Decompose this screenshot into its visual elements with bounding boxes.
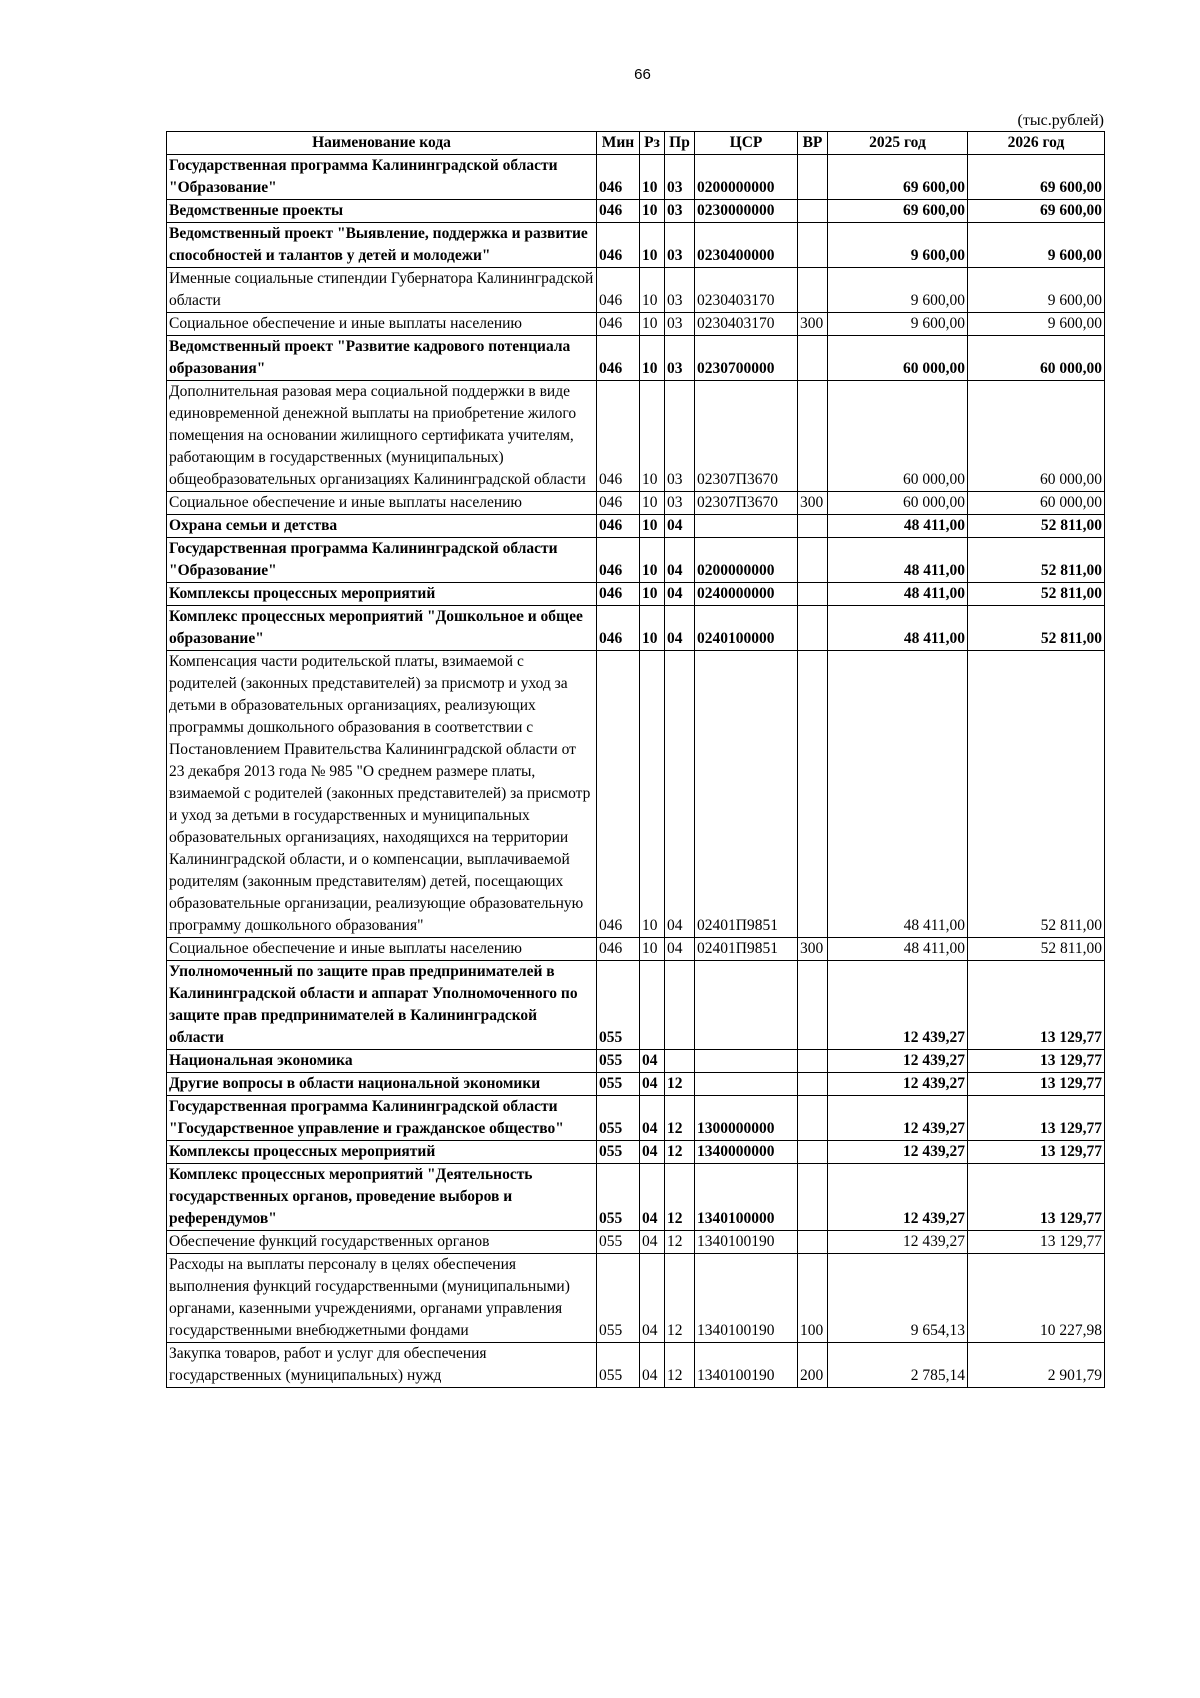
row-2025: 48 411,00 <box>828 606 968 651</box>
row-min: 046 <box>597 583 640 606</box>
row-pr: 03 <box>665 200 695 223</box>
table-row <box>167 538 1105 583</box>
budget-table <box>166 131 1105 1388</box>
row-rz: 10 <box>640 200 665 223</box>
row-pr: 04 <box>665 651 695 938</box>
row-rz: 10 <box>640 651 665 938</box>
table-row <box>167 1141 1105 1164</box>
table-row <box>167 155 1105 200</box>
row-name: Ведомственный проект "Выявление, поддержка и развитие способностей и талантов у детей и молодежи" <box>167 223 597 268</box>
row-pr: 03 <box>665 336 695 381</box>
row-min: 046 <box>597 492 640 515</box>
header-vr: ВР <box>798 132 828 155</box>
row-csr: 02307П3670 <box>695 381 798 492</box>
row-pr <box>665 961 695 1050</box>
row-min: 055 <box>597 1231 640 1254</box>
row-name: Ведомственный проект "Развитие кадрового потенциала образования" <box>167 336 597 381</box>
row-pr: 04 <box>665 606 695 651</box>
row-min: 055 <box>597 1096 640 1141</box>
table-row <box>167 268 1105 313</box>
row-2025: 9 600,00 <box>828 313 968 336</box>
row-name: Другие вопросы в области национальной экономики <box>167 1073 597 1096</box>
row-vr: 100 <box>798 1254 828 1343</box>
row-pr: 12 <box>665 1096 695 1141</box>
row-min: 055 <box>597 1254 640 1343</box>
row-csr: 1340100190 <box>695 1231 798 1254</box>
row-pr: 12 <box>665 1073 695 1096</box>
row-rz: 04 <box>640 1073 665 1096</box>
row-min: 055 <box>597 961 640 1050</box>
row-vr: 300 <box>798 492 828 515</box>
row-name: Комплексы процессных мероприятий <box>167 1141 597 1164</box>
row-min: 055 <box>597 1141 640 1164</box>
row-csr: 02401П9851 <box>695 938 798 961</box>
row-2025: 9 600,00 <box>828 268 968 313</box>
row-pr: 12 <box>665 1254 695 1343</box>
row-name: Социальное обеспечение и иные выплаты населению <box>167 492 597 515</box>
row-rz: 10 <box>640 268 665 313</box>
row-2026: 52 811,00 <box>968 651 1105 938</box>
row-pr: 04 <box>665 538 695 583</box>
row-name: Именные социальные стипендии Губернатора Калининградской области <box>167 268 597 313</box>
table-row <box>167 938 1105 961</box>
row-2026: 60 000,00 <box>968 336 1105 381</box>
row-2026: 52 811,00 <box>968 515 1105 538</box>
row-csr: 0230400000 <box>695 223 798 268</box>
row-2026: 9 600,00 <box>968 223 1105 268</box>
row-csr: 0240100000 <box>695 606 798 651</box>
row-rz: 04 <box>640 1254 665 1343</box>
row-2026: 2 901,79 <box>968 1343 1105 1388</box>
row-2025: 69 600,00 <box>828 200 968 223</box>
row-rz: 10 <box>640 492 665 515</box>
row-pr: 12 <box>665 1164 695 1231</box>
row-2026: 52 811,00 <box>968 538 1105 583</box>
row-pr <box>665 1050 695 1073</box>
row-rz: 10 <box>640 155 665 200</box>
row-csr: 02307П3670 <box>695 492 798 515</box>
table-row <box>167 313 1105 336</box>
row-pr: 04 <box>665 515 695 538</box>
row-vr <box>798 1050 828 1073</box>
row-csr: 1340100190 <box>695 1343 798 1388</box>
row-rz: 04 <box>640 1164 665 1231</box>
row-rz: 10 <box>640 336 665 381</box>
row-vr <box>798 538 828 583</box>
row-pr: 12 <box>665 1141 695 1164</box>
row-2026: 60 000,00 <box>968 492 1105 515</box>
row-2026: 69 600,00 <box>968 155 1105 200</box>
row-min: 046 <box>597 200 640 223</box>
row-2025: 12 439,27 <box>828 1231 968 1254</box>
row-2026: 60 000,00 <box>968 381 1105 492</box>
row-2026: 13 129,77 <box>968 1073 1105 1096</box>
row-2025: 48 411,00 <box>828 938 968 961</box>
row-pr: 04 <box>665 938 695 961</box>
row-2025: 48 411,00 <box>828 651 968 938</box>
row-vr: 300 <box>798 313 828 336</box>
row-rz: 04 <box>640 1231 665 1254</box>
row-pr: 04 <box>665 583 695 606</box>
row-2025: 48 411,00 <box>828 515 968 538</box>
row-vr <box>798 336 828 381</box>
table-row <box>167 492 1105 515</box>
row-rz: 10 <box>640 313 665 336</box>
row-vr <box>798 961 828 1050</box>
row-vr <box>798 1073 828 1096</box>
row-rz: 10 <box>640 538 665 583</box>
row-csr <box>695 961 798 1050</box>
row-2025: 48 411,00 <box>828 583 968 606</box>
table-row <box>167 651 1105 938</box>
row-min: 046 <box>597 938 640 961</box>
row-vr <box>798 1164 828 1231</box>
header-2026: 2026 год <box>968 132 1105 155</box>
row-vr <box>798 155 828 200</box>
row-name: Обеспечение функций государственных органов <box>167 1231 597 1254</box>
row-name: Государственная программа Калининградской области "Образование" <box>167 155 597 200</box>
row-vr: 200 <box>798 1343 828 1388</box>
row-2025: 9 654,13 <box>828 1254 968 1343</box>
row-pr: 03 <box>665 492 695 515</box>
row-min: 055 <box>597 1343 640 1388</box>
row-vr: 300 <box>798 938 828 961</box>
row-2025: 9 600,00 <box>828 223 968 268</box>
table-body <box>167 155 1105 1388</box>
row-2026: 9 600,00 <box>968 268 1105 313</box>
row-name: Национальная экономика <box>167 1050 597 1073</box>
row-2025: 2 785,14 <box>828 1343 968 1388</box>
row-2026: 52 811,00 <box>968 583 1105 606</box>
row-vr <box>798 583 828 606</box>
table-row <box>167 1343 1105 1388</box>
table-row <box>167 200 1105 223</box>
row-2025: 12 439,27 <box>828 1050 968 1073</box>
units-label: (тыс.рублей) <box>1017 112 1104 129</box>
row-2025: 69 600,00 <box>828 155 968 200</box>
row-vr <box>798 606 828 651</box>
row-csr: 0200000000 <box>695 155 798 200</box>
row-name: Ведомственные проекты <box>167 200 597 223</box>
row-name: Охрана семьи и детства <box>167 515 597 538</box>
row-vr <box>798 515 828 538</box>
row-2026: 52 811,00 <box>968 606 1105 651</box>
row-pr: 03 <box>665 381 695 492</box>
row-2026: 13 129,77 <box>968 1050 1105 1073</box>
table-row <box>167 223 1105 268</box>
row-csr <box>695 1050 798 1073</box>
row-rz: 10 <box>640 583 665 606</box>
header-csr: ЦСР <box>695 132 798 155</box>
row-rz: 10 <box>640 606 665 651</box>
table-header-row <box>167 132 1105 155</box>
row-2025: 12 439,27 <box>828 1164 968 1231</box>
row-min: 046 <box>597 223 640 268</box>
header-name: Наименование кода <box>167 132 597 155</box>
table-row <box>167 515 1105 538</box>
table-row <box>167 1050 1105 1073</box>
row-2026: 10 227,98 <box>968 1254 1105 1343</box>
row-csr: 0230700000 <box>695 336 798 381</box>
row-csr <box>695 515 798 538</box>
row-2026: 69 600,00 <box>968 200 1105 223</box>
table-row <box>167 1231 1105 1254</box>
table-row <box>167 381 1105 492</box>
row-rz: 10 <box>640 515 665 538</box>
header-pr: Пр <box>665 132 695 155</box>
row-2025: 60 000,00 <box>828 336 968 381</box>
row-2026: 13 129,77 <box>968 1231 1105 1254</box>
row-pr: 03 <box>665 268 695 313</box>
row-2026: 13 129,77 <box>968 1096 1105 1141</box>
row-pr: 12 <box>665 1231 695 1254</box>
row-vr <box>798 1096 828 1141</box>
row-2025: 60 000,00 <box>828 492 968 515</box>
row-pr: 03 <box>665 313 695 336</box>
header-2025: 2025 год <box>828 132 968 155</box>
row-name: Компенсация части родительской платы, взимаемой с родителей (законных представителей) за присмотр и уход за детьми в образовательных организациях, реализующих программы дошкольного образования в соответствии с Постановлением Правительства Калининградской области от 23 декабря 2013 года № 985 "О среднем размере платы, взимаемой с родителей (законных представителей) за присмотр и уход за детьми в государственных и муниципальных образовательных организациях, находящихся на территории Калининградской области, и о компенсации, выплачиваемой родителям (законным представителям) детей, посещающих образовательные организации, реализующие образовательную программу дошкольного образования" <box>167 651 597 938</box>
row-pr: 03 <box>665 155 695 200</box>
row-name: Уполномоченный по защите прав предпринимателей в Калининградской области и аппарат Уполномоченного по защите прав предпринимателей в Калининградской области <box>167 961 597 1050</box>
row-name: Дополнительная разовая мера социальной поддержки в виде единовременной денежной выплаты на приобретение жилого помещения на основании жилищного сертификата учителям, работающим в государственных (муниципальных) общеобразовательных организациях Калининградской области <box>167 381 597 492</box>
row-min: 046 <box>597 651 640 938</box>
row-csr: 1340000000 <box>695 1141 798 1164</box>
row-rz: 10 <box>640 938 665 961</box>
header-rz: Рз <box>640 132 665 155</box>
table-row <box>167 961 1105 1050</box>
row-vr <box>798 268 828 313</box>
page-number: 66 <box>634 66 651 83</box>
row-rz: 04 <box>640 1096 665 1141</box>
table-row <box>167 1164 1105 1231</box>
row-2025: 12 439,27 <box>828 1141 968 1164</box>
row-2025: 60 000,00 <box>828 381 968 492</box>
row-min: 046 <box>597 155 640 200</box>
row-vr <box>798 651 828 938</box>
row-name: Социальное обеспечение и иные выплаты населению <box>167 313 597 336</box>
row-vr <box>798 381 828 492</box>
row-vr <box>798 1231 828 1254</box>
row-rz <box>640 961 665 1050</box>
row-csr: 02401П9851 <box>695 651 798 938</box>
row-2026: 13 129,77 <box>968 1164 1105 1231</box>
table-row <box>167 1096 1105 1141</box>
row-csr: 1300000000 <box>695 1096 798 1141</box>
row-min: 055 <box>597 1050 640 1073</box>
row-csr: 0230403170 <box>695 268 798 313</box>
row-csr: 0240000000 <box>695 583 798 606</box>
table-row <box>167 336 1105 381</box>
row-name: Закупка товаров, работ и услуг для обеспечения государственных (муниципальных) нужд <box>167 1343 597 1388</box>
row-csr: 0200000000 <box>695 538 798 583</box>
row-min: 046 <box>597 381 640 492</box>
row-pr: 03 <box>665 223 695 268</box>
row-min: 046 <box>597 606 640 651</box>
row-rz: 04 <box>640 1141 665 1164</box>
row-2026: 13 129,77 <box>968 1141 1105 1164</box>
row-name: Социальное обеспечение и иные выплаты населению <box>167 938 597 961</box>
row-2026: 52 811,00 <box>968 938 1105 961</box>
row-name: Государственная программа Калининградской области "Образование" <box>167 538 597 583</box>
row-rz: 04 <box>640 1343 665 1388</box>
row-name: Комплекс процессных мероприятий "Деятельность государственных органов, проведение выборов и референдумов" <box>167 1164 597 1231</box>
row-vr <box>798 223 828 268</box>
row-rz: 10 <box>640 381 665 492</box>
row-csr: 1340100000 <box>695 1164 798 1231</box>
row-2025: 12 439,27 <box>828 1073 968 1096</box>
row-min: 046 <box>597 515 640 538</box>
row-csr: 0230403170 <box>695 313 798 336</box>
row-min: 046 <box>597 538 640 583</box>
row-min: 046 <box>597 268 640 313</box>
row-min: 046 <box>597 313 640 336</box>
row-2025: 48 411,00 <box>828 538 968 583</box>
table-row <box>167 1254 1105 1343</box>
row-min: 055 <box>597 1073 640 1096</box>
table-row <box>167 606 1105 651</box>
header-min: Мин <box>597 132 640 155</box>
row-name: Расходы на выплаты персоналу в целях обеспечения выполнения функций государственными (муниципальными) органами, казенными учреждениями, органами управления государственными внебюджетными фондами <box>167 1254 597 1343</box>
row-2026: 9 600,00 <box>968 313 1105 336</box>
row-2025: 12 439,27 <box>828 961 968 1050</box>
row-csr: 1340100190 <box>695 1254 798 1343</box>
row-2025: 12 439,27 <box>828 1096 968 1141</box>
row-csr: 0230000000 <box>695 200 798 223</box>
row-vr <box>798 200 828 223</box>
table-row <box>167 583 1105 606</box>
row-pr: 12 <box>665 1343 695 1388</box>
row-min: 046 <box>597 336 640 381</box>
row-2026: 13 129,77 <box>968 961 1105 1050</box>
table-row <box>167 1073 1105 1096</box>
row-rz: 04 <box>640 1050 665 1073</box>
row-name: Комплексы процессных мероприятий <box>167 583 597 606</box>
row-name: Комплекс процессных мероприятий "Дошкольное и общее образование" <box>167 606 597 651</box>
row-csr <box>695 1073 798 1096</box>
row-name: Государственная программа Калининградской области "Государственное управление и гражданское общество" <box>167 1096 597 1141</box>
row-vr <box>798 1141 828 1164</box>
row-min: 055 <box>597 1164 640 1231</box>
row-rz: 10 <box>640 223 665 268</box>
